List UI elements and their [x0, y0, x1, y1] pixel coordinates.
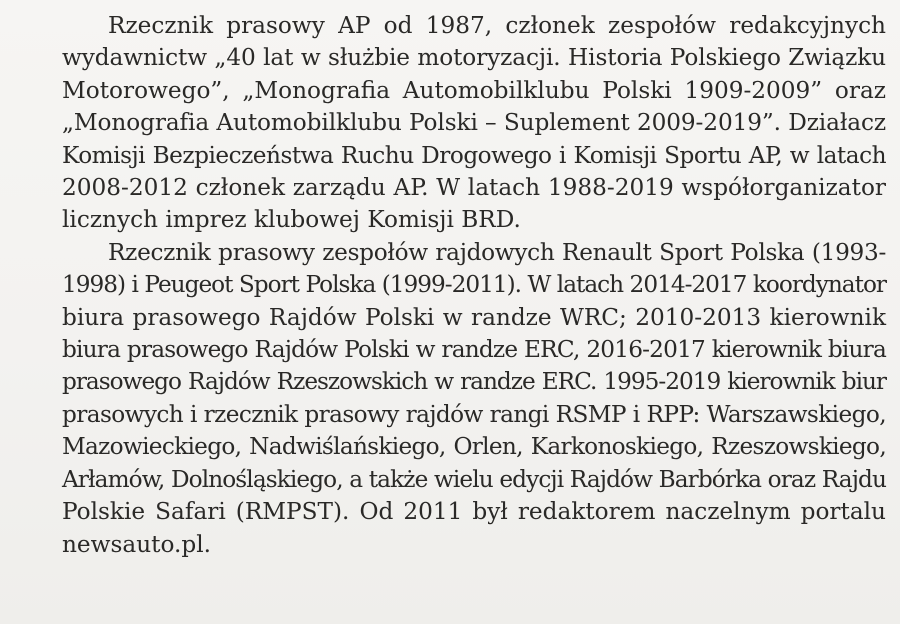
text-line: „Monografia Automobilklubu Polski – Suplement 2009-2019”. Działacz: [62, 109, 886, 137]
text-line: 1998) i Peugeot Sport Polska (1999-2011). W latach 2014-2017 koordynator: [62, 271, 886, 299]
text-line: licznych imprez klubowej Komisji BRD.: [62, 206, 521, 234]
text-line: biura prasowego Rajdów Polski w randze WRC; 2010-2013 kierownik: [62, 303, 886, 331]
text-line: prasowego Rajdów Rzeszowskich w randze ERC. 1995-2019 kierownik biur: [62, 368, 886, 396]
text-line: Mazowieckiego, Nadwiślańskiego, Orlen, Karkonoskiego, Rzeszowskiego,: [62, 433, 886, 461]
text-line: Motorowego”, „Monografia Automobilklubu Polski 1909-2009” oraz: [62, 76, 886, 104]
text-line: Komisji Bezpieczeństwa Ruchu Drogowego i Komisji Sportu AP, w latach: [62, 141, 886, 169]
paragraph-2: [16, 237, 886, 561]
text-line: biura prasowego Rajdów Polski w randze ERC, 2016-2017 kierownik biura: [62, 336, 886, 364]
text-line: Rzecznik prasowy AP od 1987, członek zespołów redakcyjnych: [108, 12, 886, 39]
paragraph-1: [16, 10, 886, 237]
text-line: 2008-2012 członek zarządu AP. W latach 1988-2019 współorganizator: [62, 174, 886, 202]
text-line: Polskie Safari (RMPST). Od 2011 był redaktorem naczelnym portalu: [62, 498, 886, 526]
text-line: newsauto.pl.: [62, 530, 212, 558]
text-line: Rzecznik prasowy zespołów rajdowych Renault Sport Polska (1993-: [108, 238, 886, 266]
text-line: prasowych i rzecznik prasowy rajdów rangi RSMP i RPP: Warszawskiego,: [62, 400, 886, 428]
text-line: wydawnictw „40 lat w służbie motoryzacji. Historia Polskiego Związku: [62, 44, 886, 72]
text-line: Arłamów, Dolnośląskiego, a także wielu edycji Rajdów Barbórka oraz Rajdu: [62, 465, 886, 493]
body-text: [16, 10, 886, 561]
